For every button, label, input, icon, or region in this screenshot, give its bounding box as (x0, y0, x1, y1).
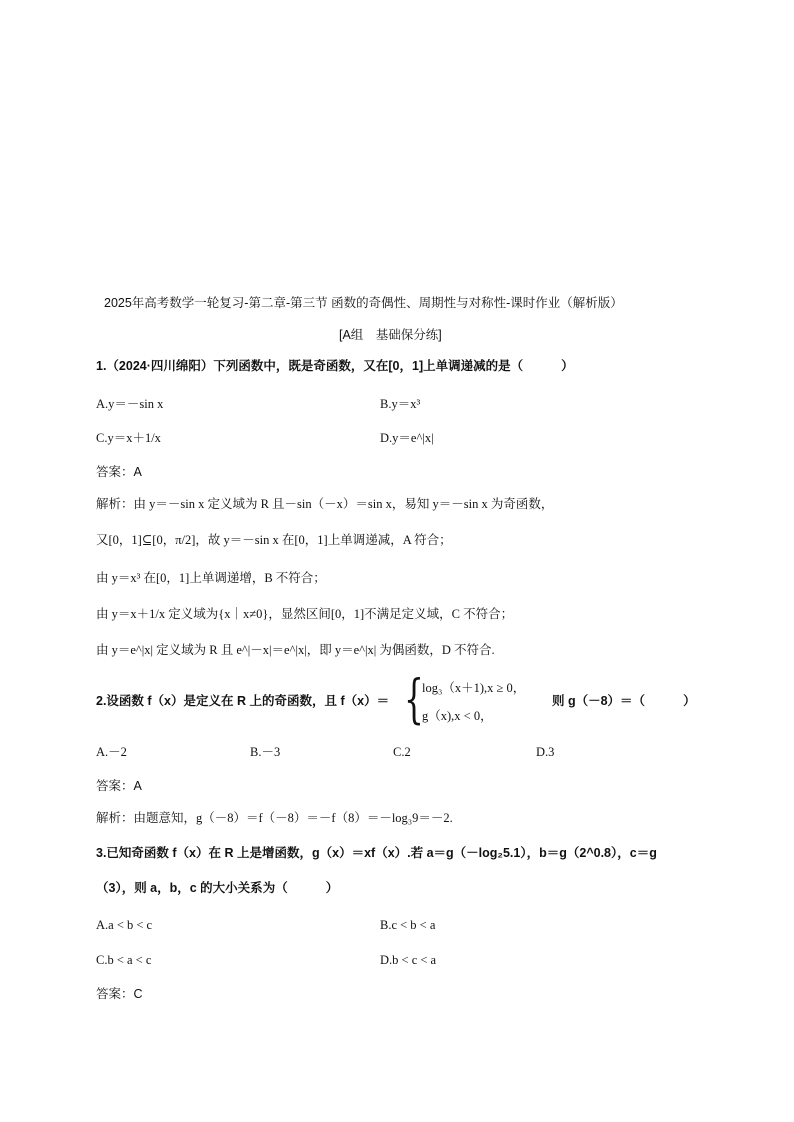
option-a: A.y＝－sin x (96, 397, 164, 411)
question-1-text: 1.（2024·四川绵阳）下列函数中，既是奇函数，又在[0，1]上单调递减的是（ (96, 359, 524, 373)
q3-option-c: C.b < a < c (96, 953, 152, 967)
piecewise-case-1: log₃（x＋1),x ≥ 0， (422, 681, 526, 695)
question-2-close: ） (683, 694, 696, 708)
option-d: D.y＝e^|x| (380, 431, 434, 445)
piecewise-case-2: g（x),x < 0， (422, 709, 493, 723)
answer-3: 答案：C (96, 987, 143, 1001)
q3-option-b: B.c < b < a (380, 918, 436, 932)
section-heading: [A组 基础保分练] (339, 328, 442, 342)
explanation-1-line-3: 由 y＝x³ 在[0，1]上单调递增，B 不符合； (96, 571, 326, 585)
explanation-1-line-5: 由 y＝e^|x| 定义域为 R 且 e^|－x|＝e^|x|，即 y＝e^|x| 为偶函数，D 不符合. (96, 643, 495, 657)
question-2-tail (552, 693, 696, 709)
question-1-close: ） (561, 359, 574, 373)
explanation-2: 解析：由题意知，g（－8）＝f（－8）＝－f（8）＝－log₃9＝－2. (96, 811, 453, 825)
piecewise-function (404, 670, 554, 730)
question-3-text: （3），则 a，b，c 的大小关系为（ (96, 881, 288, 895)
explanation-1-line-4: 由 y＝x＋1/x 定义域为{x｜x≠0}，显然区间[0，1]不满足定义域，C 不符合； (96, 607, 514, 621)
q2-option-a: A.－2 (96, 745, 127, 759)
question-1-stem (96, 358, 574, 374)
q3-option-a: A.a < b < c (96, 918, 153, 932)
question-2-tail-text: 则 g（－8）＝（ (552, 694, 646, 708)
answer-1: 答案：A (96, 465, 142, 479)
document-title: 2025年高考数学一轮复习-第二章-第三节 函数的奇偶性、周期性与对称性-课时作业（解析版） (104, 296, 623, 310)
question-3-line-1: 3.已知奇函数 f（x）在 R 上是增函数，g（x）＝xf（x）.若 a＝g（－log₂5.1），b＝g（2^0.8），c＝g (96, 846, 657, 860)
explanation-1-line-2: 又[0，1]⊆[0，π/2]，故 y＝－sin x 在[0，1]上单调递减，A 符合； (96, 533, 452, 547)
q3-option-d: D.b < c < a (380, 953, 437, 967)
option-b: B.y＝x³ (380, 397, 421, 411)
q2-option-d: D.3 (536, 745, 555, 759)
explanation-1-line-1: 解析：由 y＝－sin x 定义域为 R 且－sin（－x）＝sin x，易知 y＝－sin x 为奇函数， (96, 497, 554, 511)
question-2-stem: 2.设函数 f（x）是定义在 R 上的奇函数，且 f（x）＝ (96, 694, 390, 708)
answer-2: 答案：A (96, 779, 142, 793)
question-3-line-2 (96, 880, 338, 896)
brace-symbol: { (404, 670, 424, 730)
q2-option-b: B.－3 (250, 745, 281, 759)
option-c: C.y＝x＋1/x (96, 431, 161, 445)
q2-option-c: C.2 (393, 745, 411, 759)
question-3-close: ） (325, 881, 339, 895)
